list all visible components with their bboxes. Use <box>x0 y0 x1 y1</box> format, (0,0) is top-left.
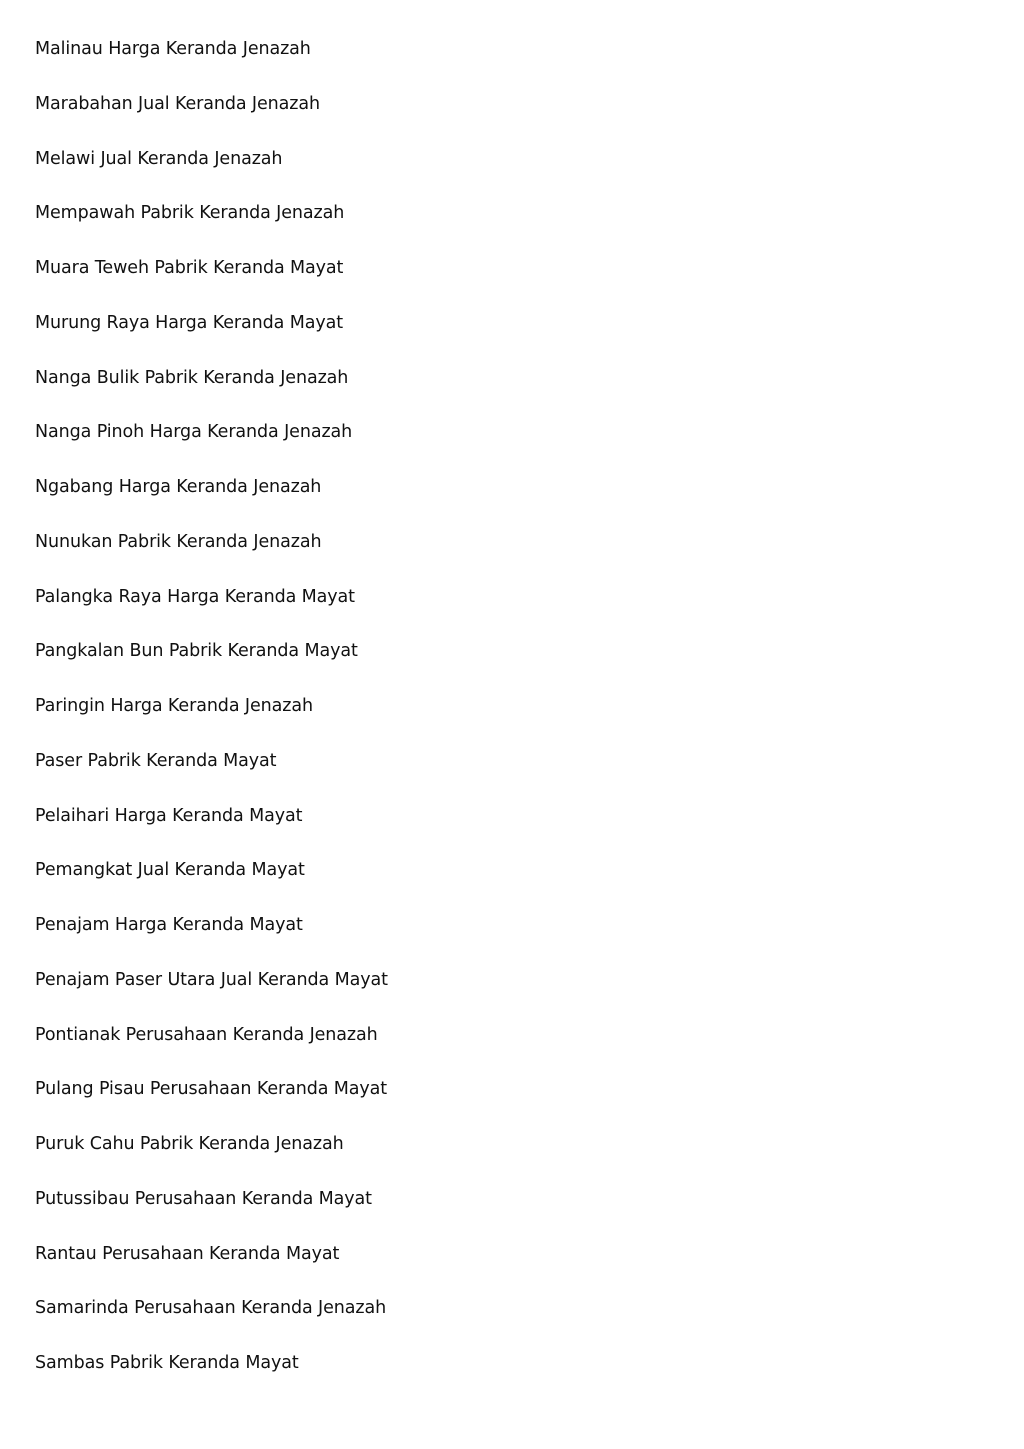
document-line: Penajam Paser Utara Jual Keranda Mayat <box>35 969 388 990</box>
document-line: Palangka Raya Harga Keranda Mayat <box>35 586 355 607</box>
document-line: Pulang Pisau Perusahaan Keranda Mayat <box>35 1079 388 1100</box>
document-line: Penajam Harga Keranda Mayat <box>35 915 303 935</box>
document-line: Putussibau Perusahaan Keranda Mayat <box>35 1188 372 1209</box>
document-line: Melawi Jual Keranda Jenazah <box>35 148 283 169</box>
document-line: Nanga Bulik Pabrik Keranda Jenazah <box>35 367 349 388</box>
document-line: Muara Teweh Pabrik Keranda Mayat <box>35 258 344 278</box>
document-line: Pemangkat Jual Keranda Mayat <box>35 860 305 881</box>
document-line: Pontianak Perusahaan Keranda Jenazah <box>35 1024 378 1045</box>
document-line: Ngabang Harga Keranda Jenazah <box>35 477 322 497</box>
document-line: Pelaihari Harga Keranda Mayat <box>35 805 303 826</box>
document-line: Mempawah Pabrik Keranda Jenazah <box>35 203 345 224</box>
document-line: Paser Pabrik Keranda Mayat <box>35 750 277 771</box>
document-line: Puruk Cahu Pabrik Keranda Jenazah <box>35 1134 344 1154</box>
document-line: Marabahan Jual Keranda Jenazah <box>35 93 320 114</box>
document-line: Samarinda Perusahaan Keranda Jenazah <box>35 1298 387 1319</box>
document-line-list <box>35 38 388 1407</box>
document-line: Paringin Harga Keranda Jenazah <box>35 696 313 716</box>
document-line: Nanga Pinoh Harga Keranda Jenazah <box>35 422 353 443</box>
document-line: Murung Raya Harga Keranda Mayat <box>35 312 343 333</box>
document-line: Rantau Perusahaan Keranda Mayat <box>35 1243 340 1264</box>
document-line: Malinau Harga Keranda Jenazah <box>35 39 311 59</box>
document-line: Nunukan Pabrik Keranda Jenazah <box>35 531 322 552</box>
document-line: Pangkalan Bun Pabrik Keranda Mayat <box>35 641 358 662</box>
document-line: Sambas Pabrik Keranda Mayat <box>35 1353 299 1373</box>
